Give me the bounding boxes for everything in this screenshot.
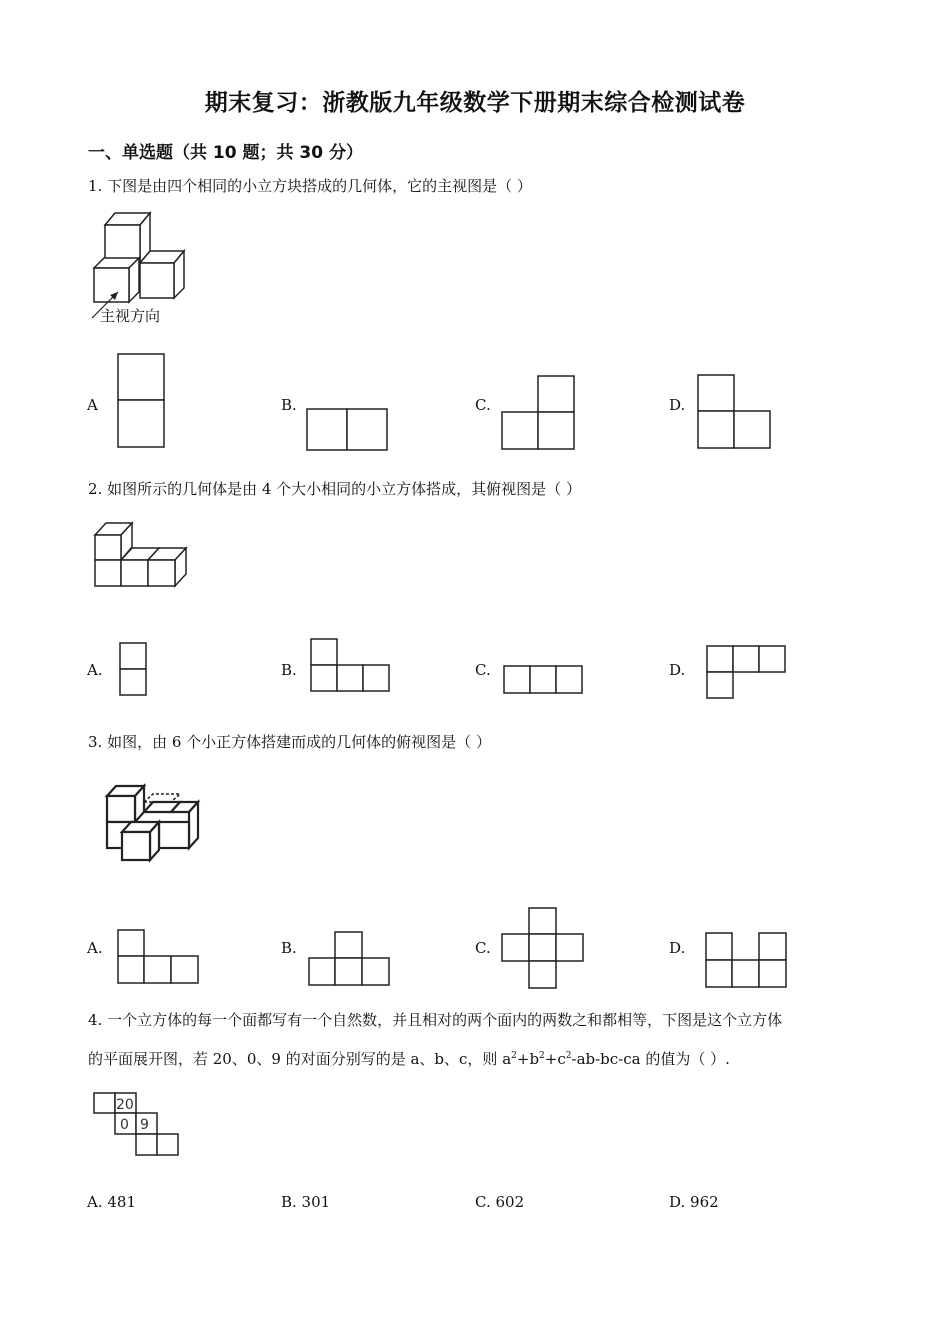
q3-option-b-label[interactable]: B. [281,939,297,957]
superscript-2: 2 [539,1051,545,1061]
q4-option-b[interactable]: B. 301 [281,1193,331,1211]
q2-option-b-label[interactable]: B. [281,661,297,679]
q1-option-c-figure[interactable] [502,376,578,452]
text-part-a: 的平面展开图，若 20、0、9 的对面分别写的是 a、b、c，则 a [88,1050,512,1068]
net-label-20: 20 [116,1097,134,1113]
q3-figure-isometric [104,784,204,864]
q3-option-d-label[interactable]: D. [669,939,686,957]
q4-option-d[interactable]: D. 962 [669,1193,719,1211]
text-part-b: +b [516,1050,540,1068]
q3-option-d-figure[interactable] [706,933,790,993]
question-number: 2. [88,480,103,498]
text-part-d: -ab-bc-ca 的值为（ ）. [571,1050,730,1068]
q1-option-c-label[interactable]: C. [475,396,491,414]
superscript-2: 2 [511,1051,517,1061]
q3-option-a-figure[interactable] [118,930,202,990]
figure-caption: 主视方向 [100,307,161,325]
q2-option-c-label[interactable]: C. [475,661,491,679]
q1-option-d-label[interactable]: D. [669,396,686,414]
text-part-c: +c [544,1050,566,1068]
question-number: 3. [88,733,103,751]
q2-option-b-figure[interactable] [311,639,393,695]
q1-option-b-figure[interactable] [307,409,389,453]
question-text-line1 [88,1009,878,1031]
question-text: 一个立方体的每一个面都写有一个自然数，并且相对的两个面内的两数之和都相等，下图是这个立方体 [107,1011,783,1029]
question-4 [88,1009,878,1070]
q3-option-a-label[interactable]: A. [87,939,103,957]
q2-option-d-figure[interactable] [707,646,789,702]
q4-cube-net [94,1093,184,1161]
page-title: 期末复习：浙教版九年级数学下册期末综合检测试卷 [204,90,746,116]
net-label-9: 9 [140,1117,149,1133]
question-text: 如图，由 6 个小正方体搭建而成的几何体的俯视图是（ ） [107,733,491,751]
q1-option-a-figure[interactable] [118,354,166,450]
question-text: 如图所示的几何体是由 4 个大小相同的小立方体搭成，其俯视图是（ ） [107,480,581,498]
question-text-line2 [88,1045,878,1070]
q3-option-c-figure[interactable] [502,908,586,992]
q2-option-a-figure[interactable] [120,643,150,699]
q3-option-b-figure[interactable] [309,932,393,992]
question-number: 1. [88,177,103,195]
q2-option-d-label[interactable]: D. [669,661,686,679]
net-label-0: 0 [120,1117,129,1133]
q2-option-c-figure[interactable] [504,666,586,696]
question-number: 4. [88,1011,103,1029]
superscript-2: 2 [565,1051,572,1061]
q2-figure-isometric [94,520,190,590]
q1-option-a-label[interactable]: A [87,396,98,414]
question-1 [88,175,532,197]
q4-option-a[interactable]: A. 481 [87,1193,136,1211]
q4-option-c[interactable]: C. 602 [475,1193,525,1211]
question-2 [88,478,581,500]
section-heading: 一、单选题（共 10 题；共 30 分） [88,143,363,163]
question-3 [88,731,491,753]
q1-option-b-label[interactable]: B. [281,396,297,414]
question-text: 下图是由四个相同的小立方块搭成的几何体，它的主视图是（ ） [107,177,532,195]
q1-option-d-figure[interactable] [698,375,774,451]
q3-option-c-label[interactable]: C. [475,939,491,957]
q2-option-a-label[interactable]: A. [87,661,103,679]
